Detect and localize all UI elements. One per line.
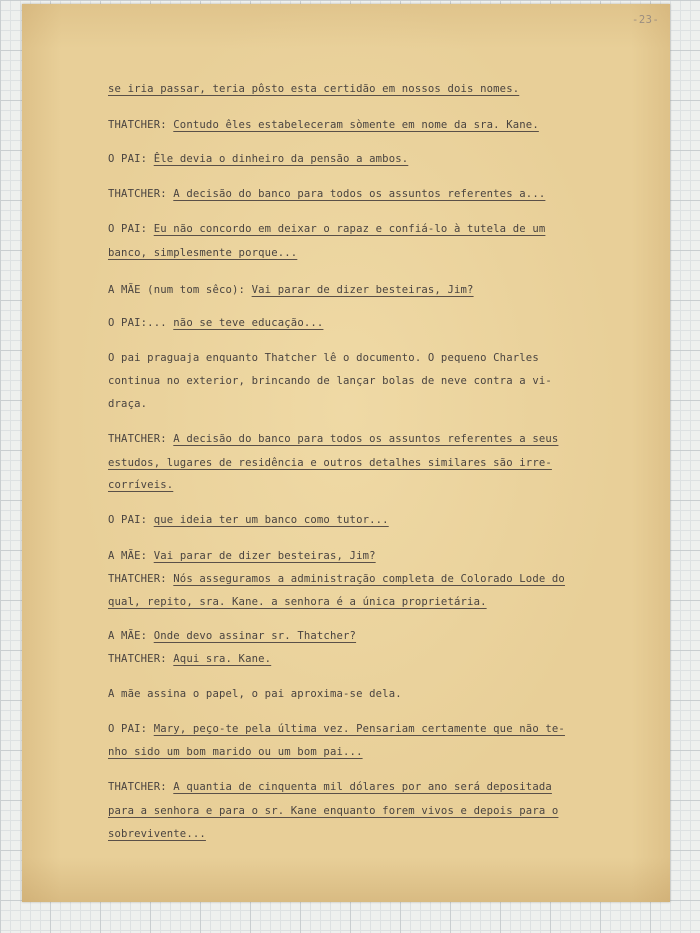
dialogue-text: A decisão do banco para todos os assuntos referentes a seus (173, 433, 559, 445)
script-line (108, 152, 408, 166)
script-line (108, 222, 545, 236)
script-line (108, 804, 558, 818)
dialogue-text: não se teve educação... (173, 317, 324, 329)
script-line (108, 652, 271, 666)
dialogue-text: Contudo êles estabeleceram sòmente em nome da sra. Kane. (173, 119, 539, 131)
direction-text: continua no exterior, brincando de lançar bolas de neve contra a vi- (108, 375, 552, 387)
speaker-label: O PAI: (108, 514, 154, 526)
speaker-label: O PAI: (108, 723, 154, 735)
direction-text: O pai praguaja enquanto Thatcher lê o documento. O pequeno Charles (108, 352, 539, 364)
script-line (108, 745, 363, 759)
speaker-label: A MÃE: (108, 550, 154, 562)
speaker-label: A MÃE (num tom sêco): (108, 284, 252, 296)
dialogue-text: A quantia de cinquenta mil dólares por ano será depositada (173, 781, 552, 793)
speaker-label: O PAI: (108, 153, 154, 165)
direction-text: A mãe assina o papel, o pai aproxima-se dela. (108, 688, 402, 700)
script-line (108, 513, 389, 527)
script-line (108, 549, 376, 563)
script-line (108, 82, 519, 96)
script-line (108, 827, 206, 841)
direction-text: draça. (108, 398, 148, 410)
dialogue-text: corríveis. (108, 479, 174, 491)
script-line (108, 722, 565, 736)
dialogue-text: que ideia ter um banco como tutor... (153, 514, 389, 526)
script-line (108, 595, 487, 609)
dialogue-text: Aqui sra. Kane. (173, 653, 272, 665)
dialogue-text: Mary, peço-te pela última vez. Pensariam certamente que não te- (153, 723, 565, 735)
script-line (108, 780, 552, 794)
script-line (108, 283, 474, 297)
stage-direction (108, 397, 147, 411)
dialogue-text: Onde devo assinar sr. Thatcher? (153, 630, 357, 642)
stage-direction (108, 687, 402, 701)
dialogue-text: A decisão do banco para todos os assuntos referentes a... (173, 188, 546, 200)
dialogue-text: Nós asseguramos a administração completa de Colorado Lode do (173, 573, 565, 585)
script-line (108, 432, 558, 446)
dialogue-text: Eu não concordo em deixar o rapaz e confiá-lo à tutela de um (153, 223, 546, 235)
page-number: -23- (632, 14, 660, 26)
speaker-label: THATCHER: (108, 573, 174, 585)
dialogue-text: nho sido um bom marido ou um bom pai... (108, 746, 363, 758)
speaker-label: O PAI: (108, 223, 154, 235)
script-line (108, 118, 539, 132)
script-line (108, 478, 173, 492)
script-line (108, 629, 356, 643)
dialogue-text: sobrevivente... (108, 828, 206, 840)
speaker-label: THATCHER: (108, 433, 174, 445)
script-line (108, 572, 565, 586)
dialogue-text: banco, simplesmente porque... (108, 247, 298, 259)
speaker-label: A MÃE: (108, 630, 154, 642)
dialogue-text: se iria passar, teria pôsto esta certidão em nossos dois nomes. (108, 83, 520, 95)
script-line (108, 456, 552, 470)
dialogue-text: Êle devia o dinheiro da pensão a ambos. (153, 153, 409, 165)
speaker-label: THATCHER: (108, 653, 174, 665)
script-line (108, 187, 545, 201)
dialogue-text: para a senhora e para o sr. Kane enquanto forem vivos e depois para o (108, 805, 559, 817)
speaker-label: THATCHER: (108, 781, 174, 793)
script-line (108, 246, 297, 260)
dialogue-text: qual, repito, sra. Kane. a senhora é a única proprietária. (108, 596, 487, 608)
dialogue-text: Vai parar de dizer besteiras, Jim? (251, 284, 474, 296)
dialogue-text: Vai parar de dizer besteiras, Jim? (153, 550, 376, 562)
speaker-label: THATCHER: (108, 188, 174, 200)
speaker-label: THATCHER: (108, 119, 174, 131)
speaker-label: O PAI:... (108, 317, 174, 329)
script-line (108, 316, 323, 330)
stage-direction (108, 351, 539, 365)
typewritten-page (22, 4, 670, 902)
stage-direction (108, 374, 552, 388)
dialogue-text: estudos, lugares de residência e outros detalhes similares são irre- (108, 457, 552, 469)
